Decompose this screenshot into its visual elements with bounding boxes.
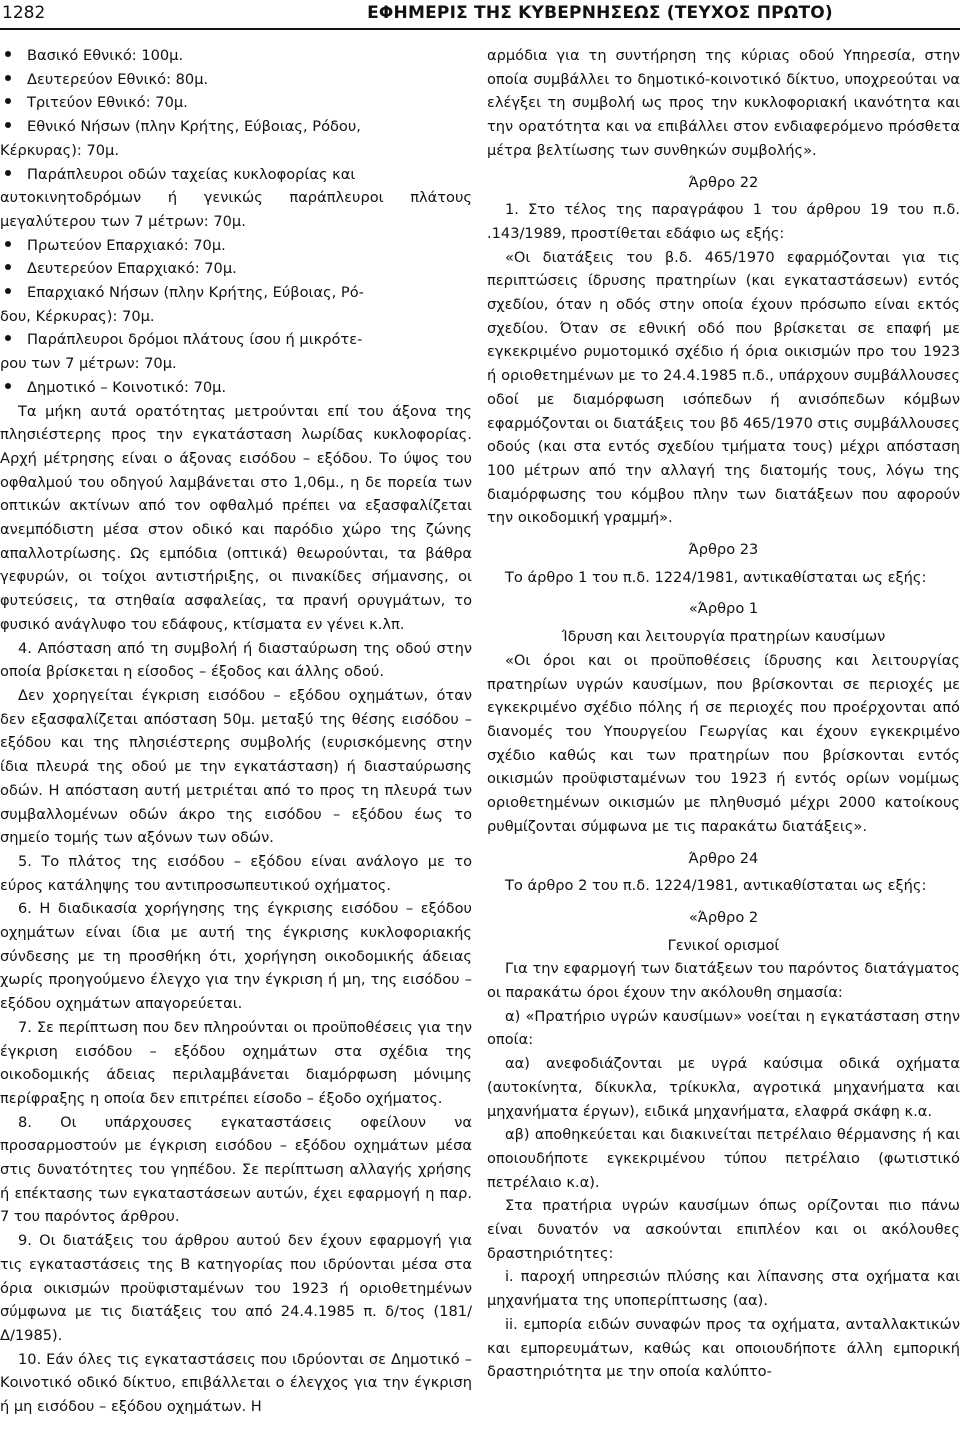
bullet-item: Βασικό Εθνικό: 100μ. xyxy=(0,44,472,68)
paragraph: 6. Η διαδικασία χορήγησης της έγκρισης εισόδου – εξόδου οχημάτων είναι ίδια με αυτή της έγκρισης κυκλοφοριακής σύνδεσης με τη προσθήκη ότι, χορήγηση οικοδομικής άδειας χωρίς προηγούμενο έλεγχο για την έγκριση ή μη, της εισόδου – εξόδου οχημάτων απαγορεύεται. xyxy=(0,900,472,1013)
paragraph: ii. εμπορία ειδών συναφών προς τα οχήματα, ανταλλακτικών και εμπορευμάτων, καθώς και οποιουδήποτε άλλη εμπορική δραστηριότητα με την οποία καλύπτο- xyxy=(487,1315,960,1381)
paragraph: Τα μήκη αυτά ορατότητας μετρούνται επί του άξονα της πλησιέστερης προς την εγκατάσταση λωρίδας κυκλοφορίας. Αρχή μέτρησης είναι ο άξονας εισόδου – εξόδου. Το ύψος του οφθαλμού του οδηγού λαμβάνεται στο 1,06μ., η δε πορεία των οπτικών ακτίνων από τον οφθαλμό πρέπει να εξασφαλίζεται ανεμπόδιστη μέσα στον οδικό και παρόδιο χώρο της ζώνης απαλλοτρίωσης. Ως εμπόδια (οπτικά) θεωρούνται, τα βάθρα γεφυρών, οι τοίχοι αντιστήριξης, οι πινακίδες σήμανσης, οι φυτεύσεις, τα στηθαία ασφαλείας, τα πρανή ορυγμάτων, το φυσικό ανάγλυφο του εδάφους, κτίσματα εν γένει κ.λπ. xyxy=(0,402,472,633)
paragraph: 7. Σε περίπτωση που δεν πληρούνται οι προϋποθέσεις για την έγκριση εισόδου – εξόδου οχημάτων στα σχέδια της οικοδομικής άδειας περιλαμβάνεται διαμόρφωση μόνιμης περίφραξης η οποία δεν επιτρέπει είσοδο – έξοδο οχήματος. xyxy=(0,1018,472,1107)
bullet-item: Δευτερεύον Εθνικό: 80μ. xyxy=(0,68,472,92)
bullet-item: Πρωτεύον Επαρχιακό: 70μ. xyxy=(0,234,472,258)
paragraph: Το άρθρο 1 του π.δ. 1224/1981, αντικαθίσταται ως εξής: xyxy=(505,568,927,586)
bullet-icon xyxy=(5,170,11,176)
paragraph: 1. Στο τέλος της παραγράφου 1 του άρθρου 19 του π.δ. .143/1989, προστίθεται εδάφιο ως εξής: xyxy=(487,201,960,242)
bullet-item: Δημοτικό – Κοινοτικό: 70μ. xyxy=(0,376,472,400)
paragraph: Στα πρατήρια υγρών καυσίμων όπως ορίζονται πιο πάνω είναι δυνατόν να ασκούνται επιπλέον και οι ακόλουθες δραστηριότητες: xyxy=(487,1197,960,1262)
article-subheading: Γενικοί ορισμοί xyxy=(667,936,780,954)
article-heading: «Άρθρο 2 xyxy=(688,908,759,926)
bullet-item: Παράπλευροι δρόμοι πλάτους ίσου ή μικρότε- xyxy=(0,328,472,352)
paragraph: 9. Οι διατάξεις του άρθρου αυτού δεν έχουν εφαρμογή για τις εγκαταστάσεις της Β κατηγορίας που ιδρύονται μέσα στα όρια οικισμών προϋφισταμένων του 1923 ή οριοθετημένων σύμφωνα με τις διατάξεις του από 24.4.1985 π. δ/τος (181/Δ/1985). xyxy=(0,1232,472,1344)
bullet-icon xyxy=(5,383,11,389)
paragraph: 4. Απόσταση από τη συμβολή ή διασταύρωση της οδού στην οποία βρίσκεται η είσοδος – έξοδος και άλλης οδού. xyxy=(0,639,472,681)
article-heading: Άρθρο 23 xyxy=(688,541,759,559)
bullet-item: Δευτερεύον Επαρχιακό: 70μ. xyxy=(0,257,472,281)
bullet-icon xyxy=(5,288,11,294)
paragraph: Για την εφαρμογή των διατάξεων του παρόντος διατάγματος οι παρακάτω όροι έχουν την ακόλουθη σημασία: xyxy=(487,960,960,1002)
article-heading: Άρθρο 22 xyxy=(688,173,759,191)
article-subheading: Ίδρυση και λειτουργία πρατηρίων καυσίμων xyxy=(561,628,886,646)
paragraph: i. παροχή υπηρεσιών πλύσης και λίπανσης στα οχήματα και μηχανήματα της υποπερίπτωσης (αα). xyxy=(487,1268,960,1310)
running-title: ΕΦΗΜΕΡΙΣ ΤΗΣ ΚΥΒΕΡΝΗΣΕΩΣ (ΤΕΥΧΟΣ ΠΡΩΤΟ) xyxy=(367,3,833,23)
bullet-item: Εθνικό Νήσων (πλην Κρήτης, Εύβοιας, Ρόδου, xyxy=(0,115,472,139)
right-column xyxy=(487,44,960,1384)
paragraph: αα) ανεφοδιάζονται με υγρά καύσιμα οδικά οχήματα (αυτοκίνητα, δίκυκλα, τρίκυκλα, αγροτικά μηχανήματα και μηχανήματα έργων), ειδικά μηχανήματα, ελαφρά σκάφη κ.α. xyxy=(487,1055,960,1120)
bullet-icon xyxy=(5,335,11,341)
bullet-item: Τριτεύον Εθνικό: 70μ. xyxy=(0,91,472,115)
paragraph: «Οι όροι και οι προϋποθέσεις ίδρυσης και λειτουργίας πρατηρίων υγρών καυσίμων, που βρίσκονται σε περιοχές με εγκεκριμένο σχέδιο πόλης ή σε περιοχές που προέρχονται από διανομές του Υπουργείου Γεωργίας και έχουν εγκεκριμένο σχέδιο καθώς και των πρατηρίων που βρίσκονται εντός οικισμών προϋφισταμένων του 1923 ή εντός ορίων νομίμως οριοθετημένων οικισμών με πληθυσμό μέχρι 2000 κατοίκους ρυθμίζονται σύμφωνα με τις παρακάτω διατάξεις». xyxy=(487,651,960,835)
paragraph: 10. Εάν όλες τις εγκαταστάσεις που ιδρύονται σε Δημοτικό – Κοινοτικό οδικό δίκτυο, επιβάλλεται ο έλεγχος για την έγκριση ή μη εισόδου – εξόδου οχημάτων. Η xyxy=(0,1350,472,1416)
bullet-item: Παράπλευροι οδών ταχείας κυκλοφορίας και xyxy=(0,163,472,187)
bullet-continuation: δου, Κέρκυρας): 70μ. xyxy=(0,307,155,325)
bullet-continuation: Κέρκυρας): 70μ. xyxy=(0,141,119,159)
bullet-continuation: αυτοκινητοδρόμων ή γενικώς παράπλευροι πλάτους μεγαλύτερου των 7 μέτρων: 70μ. xyxy=(0,189,472,230)
paragraph: α) «Πρατήριο υγρών καυσίμων» νοείται η εγκατάσταση στην οποία: xyxy=(487,1007,960,1049)
paragraph: 5. Το πλάτος της εισόδου – εξόδου είναι ανάλογο με το εύρος κατάληψης του αντιπροσωπευτικού οχήματος. xyxy=(0,852,472,894)
paragraph: αβ) αποθηκεύεται και διακινείται πετρέλαιο θέρμανσης ή και οποιουδήποτε εγκεκριμένου τύπου πετρέλαιο (φωτιστικό πετρέλαιο κ.α). xyxy=(487,1126,960,1191)
article-heading: «Άρθρο 1 xyxy=(688,600,759,618)
bullet-icon xyxy=(5,75,11,81)
bullet-icon xyxy=(5,241,11,247)
bullet-icon xyxy=(5,51,11,57)
page-number: 1282 xyxy=(2,3,46,23)
paragraph: αρμόδια για τη συντήρηση της κύριας οδού Υπηρεσία, στην οποία συμβάλλει το δημοτικό-κοινοτικό δίκτυο, υποχρεούται να ελέγξει τη συμβολή ως προς την κυκλοφοριακή ικανότητα και την ορατότητα και να επιβάλλει στον ενδιαφερόμενο πρόσθετα μέτρα βελτίωσης των συνθηκών συμβολής». xyxy=(487,47,960,159)
article-heading: Άρθρο 24 xyxy=(688,849,759,867)
paragraph: «Οι διατάξεις του β.δ. 465/1970 εφαρμόζονται για τις περιπτώσεις ίδρυσης πρατηρίων (και εγκαταστάσεων) εντός σχεδίου, όταν η οδός στην οποία έχουν πρόσωπο είναι εκτός σχεδίου. Όταν σε εθνική οδό που βρίσκεται σε επαφή με εγκεκριμένο ρυμοτομικό σχέδιο ή όρια οικισμών προ του 1923 ή οριοθετημένων με το 24.4.1985 π.δ., υπάρχουν συμβάλλουσες οδοί με διαμόρφωση ισόπεδων ή ανισόπεδων κόμβων εφαρμόζονται οι διατάξεις του βδ 465/1970 στις συμβάλλουσες οδούς (και στα εντός σχεδίου τμήματα τους) μέχρι απόσταση 100 μέτρων από την αλλαγή της διατομής τους, λόγω της διαμόρφωσης του κόμβου πλην των διατάξεων που αφορούν την οικοδομική γραμμή». xyxy=(487,248,960,527)
bullet-icon xyxy=(5,122,11,128)
paragraph: Δεν χορηγείται έγκριση εισόδου – εξόδου οχημάτων, όταν δεν εξασφαλίζεται απόσταση 50μ. μεταξύ της θέσης εισόδου – εξόδου και της πλησιέστερης συμβολής (ευρισκόμενης στην ίδια πλευρά της οδού με την εγκατάσταση) ή διασταύρωσης οδών. Η απόσταση αυτή μετριέται από το προς τη πλευρά των συμβαλλομένων οδών άκρο της εισόδου – εξόδου έως το σημείο τομής των αξόνων των οδών. xyxy=(0,686,472,847)
bullet-continuation: ρου των 7 μέτρων: 70μ. xyxy=(0,355,177,373)
left-column xyxy=(0,44,472,1419)
paragraph: Το άρθρο 2 του π.δ. 1224/1981, αντικαθίσταται ως εξής: xyxy=(505,877,927,895)
paragraph: 8. Οι υπάρχουσες εγκαταστάσεις οφείλουν να προσαρμοστούν με έγκριση εισόδου – εξόδου οχημάτων μέσα στις δυνατότητες του γηπέδου. Σε περίπτωση αλλαγής χρήσης ή επέκτασης των εγκαταστάσεων αυτών, έχει εφαρμογή η παρ. 7 του παρόντος άρθρου. xyxy=(0,1113,472,1226)
bullet-item: Επαρχιακό Νήσων (πλην Κρήτης, Εύβοιας, Ρό- xyxy=(0,281,472,305)
bullet-icon xyxy=(5,264,11,270)
page-header xyxy=(0,0,960,30)
bullet-icon xyxy=(5,98,11,104)
